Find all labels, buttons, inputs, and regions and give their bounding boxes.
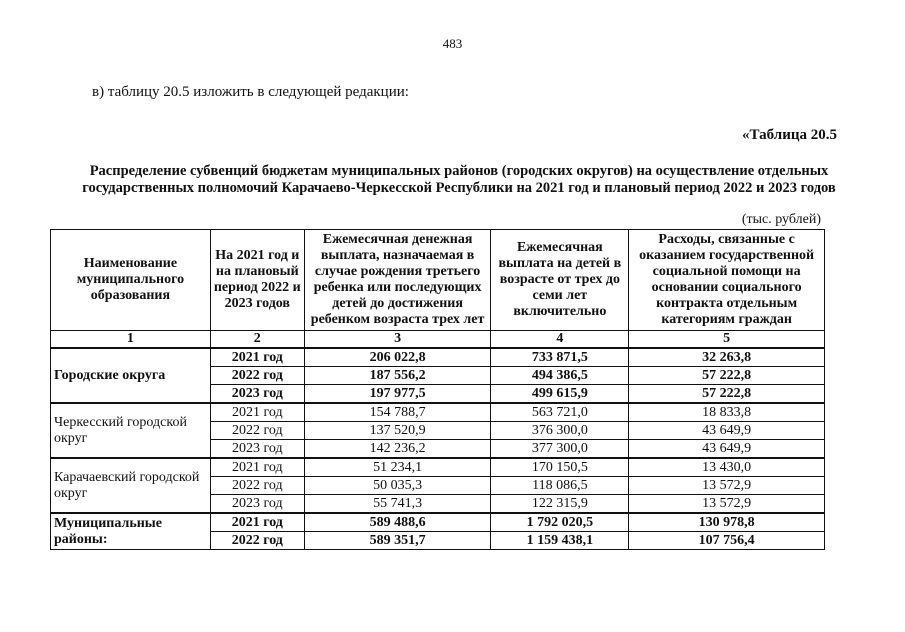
column-number: 5	[629, 331, 825, 349]
value-cell: 55 741,3	[304, 495, 491, 514]
value-cell: 170 150,5	[491, 458, 629, 477]
value-cell: 57 222,8	[629, 385, 825, 404]
column-number: 3	[304, 331, 491, 349]
value-cell: 499 615,9	[491, 385, 629, 404]
municipality-name: Черкесский городской округ	[51, 403, 211, 458]
value-cell: 51 234,1	[304, 458, 491, 477]
page-number: 483	[442, 36, 463, 51]
value-cell: 589 488,6	[304, 513, 491, 532]
value-cell: 43 649,9	[629, 440, 825, 459]
value-cell: 589 351,7	[304, 532, 491, 550]
header-cell: На 2021 год и на плановый период 2022 и 2023 годов	[210, 230, 304, 331]
value-cell: 13 430,0	[629, 458, 825, 477]
year-cell: 2023 год	[210, 495, 304, 514]
value-cell: 18 833,8	[629, 403, 825, 422]
municipality-name: Городские округа	[51, 348, 211, 403]
value-cell: 13 572,9	[629, 477, 825, 495]
header-cell: Наименование муниципального образования	[51, 230, 211, 331]
column-number: 2	[210, 331, 304, 349]
value-cell: 376 300,0	[491, 422, 629, 440]
year-cell: 2021 год	[210, 403, 304, 422]
year-cell: 2021 год	[210, 348, 304, 367]
value-cell: 187 556,2	[304, 367, 491, 385]
year-cell: 2022 год	[210, 532, 304, 550]
value-cell: 13 572,9	[629, 495, 825, 514]
year-cell: 2021 год	[210, 458, 304, 477]
table-title: Распределение субвенций бюджетам муниципальных районов (городских округов) на осуществление отдельных государственных полномочий Карачаево-Черкесской Республики на 2021 год и плановый период 2022 и 2023 годов	[82, 163, 836, 196]
value-cell: 733 871,5	[491, 348, 629, 367]
value-cell: 142 236,2	[304, 440, 491, 459]
table-row	[51, 348, 825, 367]
units-note: (тыс. рублей)	[741, 212, 821, 227]
value-cell: 57 222,8	[629, 367, 825, 385]
column-number: 1	[51, 331, 211, 349]
municipality-name: Карачаевский городской округ	[51, 458, 211, 513]
column-number-row	[51, 331, 825, 349]
value-cell: 32 263,8	[629, 348, 825, 367]
value-cell: 154 788,7	[304, 403, 491, 422]
value-cell: 377 300,0	[491, 440, 629, 459]
value-cell: 130 978,8	[629, 513, 825, 532]
value-cell: 137 520,9	[304, 422, 491, 440]
year-cell: 2022 год	[210, 477, 304, 495]
table-row	[51, 403, 825, 422]
value-cell: 107 756,4	[629, 532, 825, 550]
year-cell: 2021 год	[210, 513, 304, 532]
value-cell: 206 022,8	[304, 348, 491, 367]
year-cell: 2022 год	[210, 422, 304, 440]
value-cell: 118 086,5	[491, 477, 629, 495]
column-number: 4	[491, 331, 629, 349]
value-cell: 50 035,3	[304, 477, 491, 495]
municipality-name: Муниципальные районы:	[51, 513, 211, 550]
value-cell: 43 649,9	[629, 422, 825, 440]
value-cell: 494 386,5	[491, 367, 629, 385]
header-cell: Расходы, связанные с оказанием государственной социальной помощи на основании социального контракта отдельным категориям граждан	[629, 230, 825, 331]
value-cell: 563 721,0	[491, 403, 629, 422]
year-cell: 2023 год	[210, 385, 304, 404]
table-row	[51, 458, 825, 477]
value-cell: 1 792 020,5	[491, 513, 629, 532]
header-row	[51, 230, 825, 331]
intro-text: в) таблицу 20.5 изложить в следующей редакции:	[92, 84, 409, 100]
table-label: «Таблица 20.5	[742, 127, 837, 143]
table-row	[51, 513, 825, 532]
subvention-table	[50, 229, 825, 550]
value-cell: 122 315,9	[491, 495, 629, 514]
year-cell: 2023 год	[210, 440, 304, 459]
header-cell: Ежемесячная выплата на детей в возрасте от трех до семи лет включительно	[491, 230, 629, 331]
header-cell: Ежемесячная денежная выплата, назначаемая в случае рождения третьего ребенка или последующих детей до достижения ребенком возраста трех лет	[304, 230, 491, 331]
value-cell: 197 977,5	[304, 385, 491, 404]
value-cell: 1 159 438,1	[491, 532, 629, 550]
year-cell: 2022 год	[210, 367, 304, 385]
